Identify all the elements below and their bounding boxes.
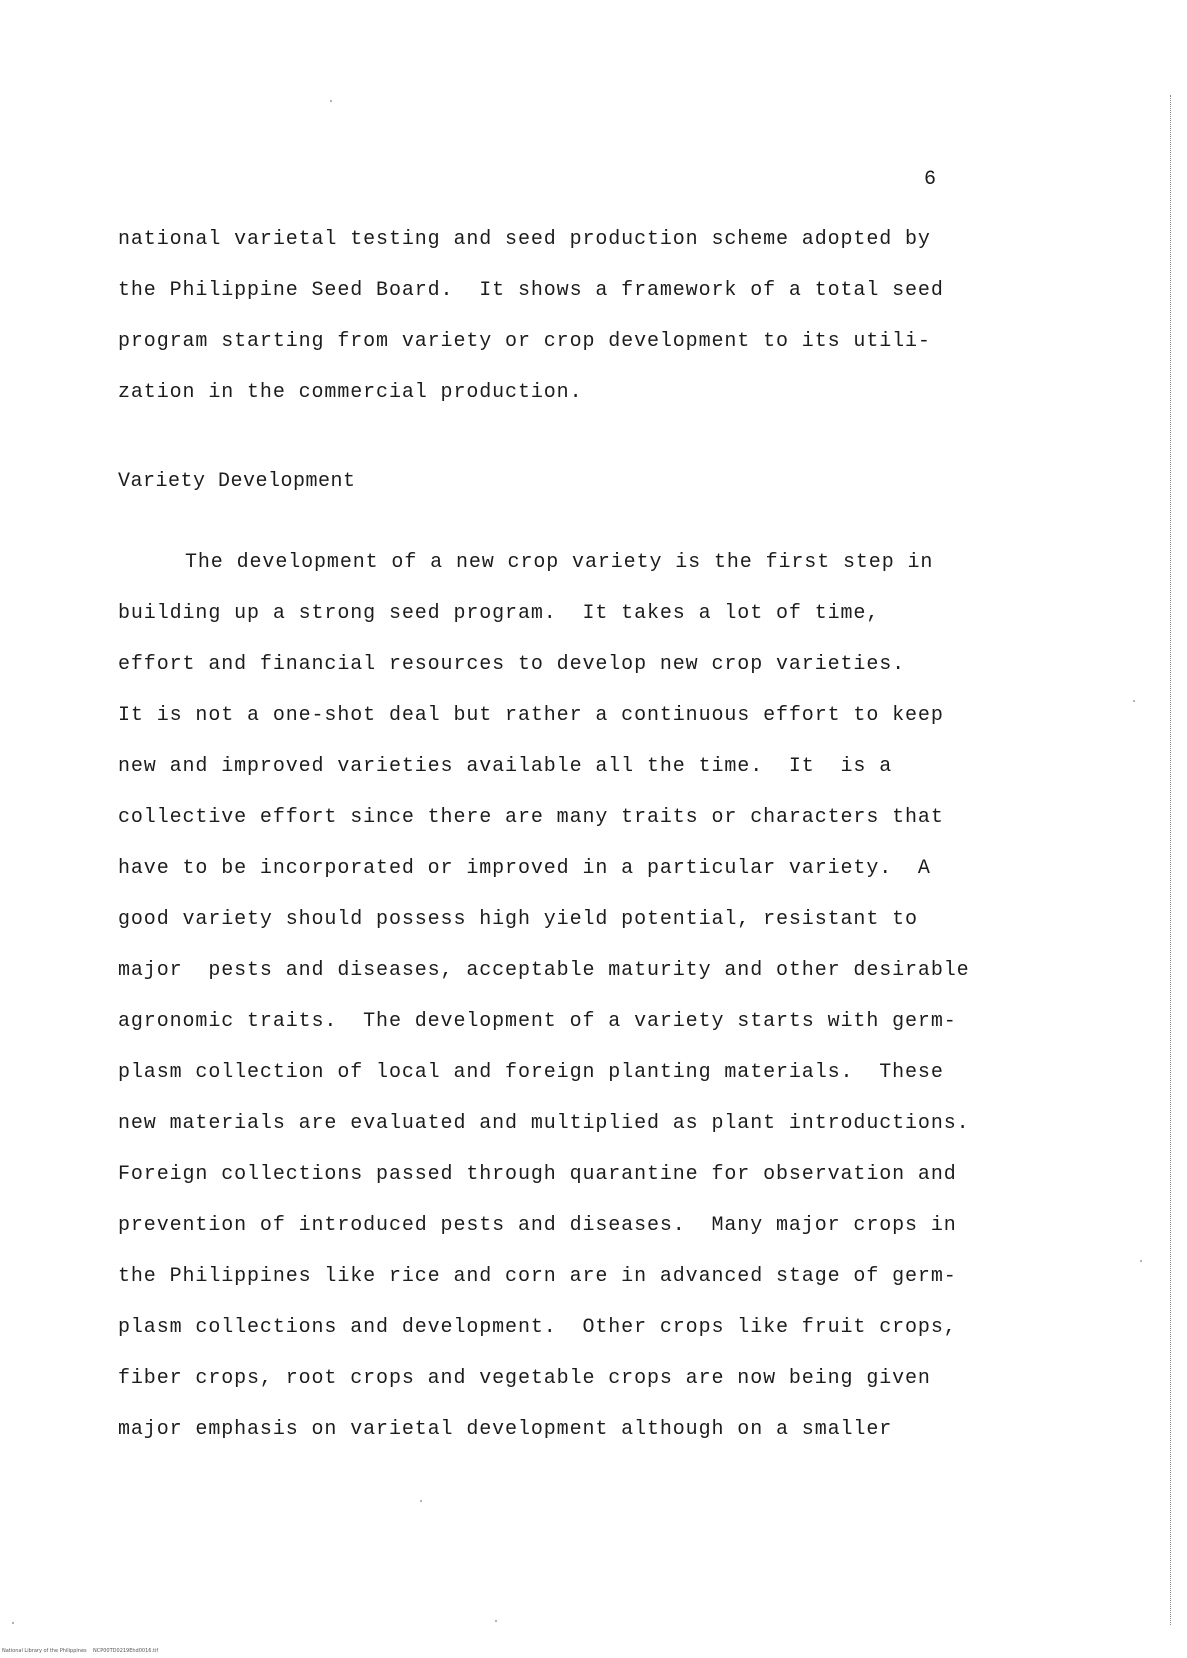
paragraph-2-line: building up a strong seed program. It takes a lot of time, xyxy=(118,602,880,625)
scan-footer: National Library of the Philippines NCP00TD0219Ehd0016.tif xyxy=(2,1648,159,1654)
scan-speck xyxy=(330,100,332,102)
paragraph-1-line: zation in the commercial production. xyxy=(118,381,583,404)
paragraph-2-line: plasm collections and development. Other crops like fruit crops, xyxy=(118,1316,957,1339)
scan-speck xyxy=(12,1622,14,1624)
scan-speck xyxy=(495,1620,497,1622)
paragraph-2-line: major pests and diseases, acceptable maturity and other desirable xyxy=(118,959,970,982)
paragraph-2-line: agronomic traits. The development of a variety starts with germ- xyxy=(118,1010,957,1033)
scan-speck xyxy=(1133,700,1135,702)
paragraph-2-line: new materials are evaluated and multiplied as plant introductions. xyxy=(118,1112,970,1135)
scan-speck xyxy=(420,1500,422,1502)
paragraph-2-line: effort and financial resources to develop new crop varieties. xyxy=(118,653,906,676)
paragraph-2-line: major emphasis on varietal development although on a smaller xyxy=(118,1418,893,1441)
paragraph-2-line: the Philippines like rice and corn are in advanced stage of germ- xyxy=(118,1265,957,1288)
paragraph-2-line: fiber crops, root crops and vegetable crops are now being given xyxy=(118,1367,931,1390)
paragraph-2-line: It is not a one-shot deal but rather a continuous effort to keep xyxy=(118,704,944,727)
scan-speck xyxy=(1140,1260,1142,1262)
paragraph-1-line: the Philippine Seed Board. It shows a framework of a total seed xyxy=(118,279,944,302)
paragraph-1-line: program starting from variety or crop development to its utili- xyxy=(118,330,931,353)
paragraph-2-line: have to be incorporated or improved in a particular variety. A xyxy=(118,857,931,880)
paragraph-1-line: national varietal testing and seed production scheme adopted by xyxy=(118,228,931,251)
paragraph-2-line: good variety should possess high yield potential, resistant to xyxy=(118,908,918,931)
paragraph-2-line: prevention of introduced pests and diseases. Many major crops in xyxy=(118,1214,957,1237)
paragraph-2-line: new and improved varieties available all the time. It is a xyxy=(118,755,893,778)
scan-edge-line xyxy=(1170,95,1171,1625)
section-heading: Variety Development xyxy=(118,470,356,493)
page-number: 6 xyxy=(924,168,937,191)
paragraph-2-line: The development of a new crop variety is the first step in xyxy=(185,551,934,574)
paragraph-2-line: Foreign collections passed through quarantine for observation and xyxy=(118,1163,957,1186)
paragraph-2-line: collective effort since there are many traits or characters that xyxy=(118,806,944,829)
paragraph-2-line: plasm collection of local and foreign planting materials. These xyxy=(118,1061,944,1084)
